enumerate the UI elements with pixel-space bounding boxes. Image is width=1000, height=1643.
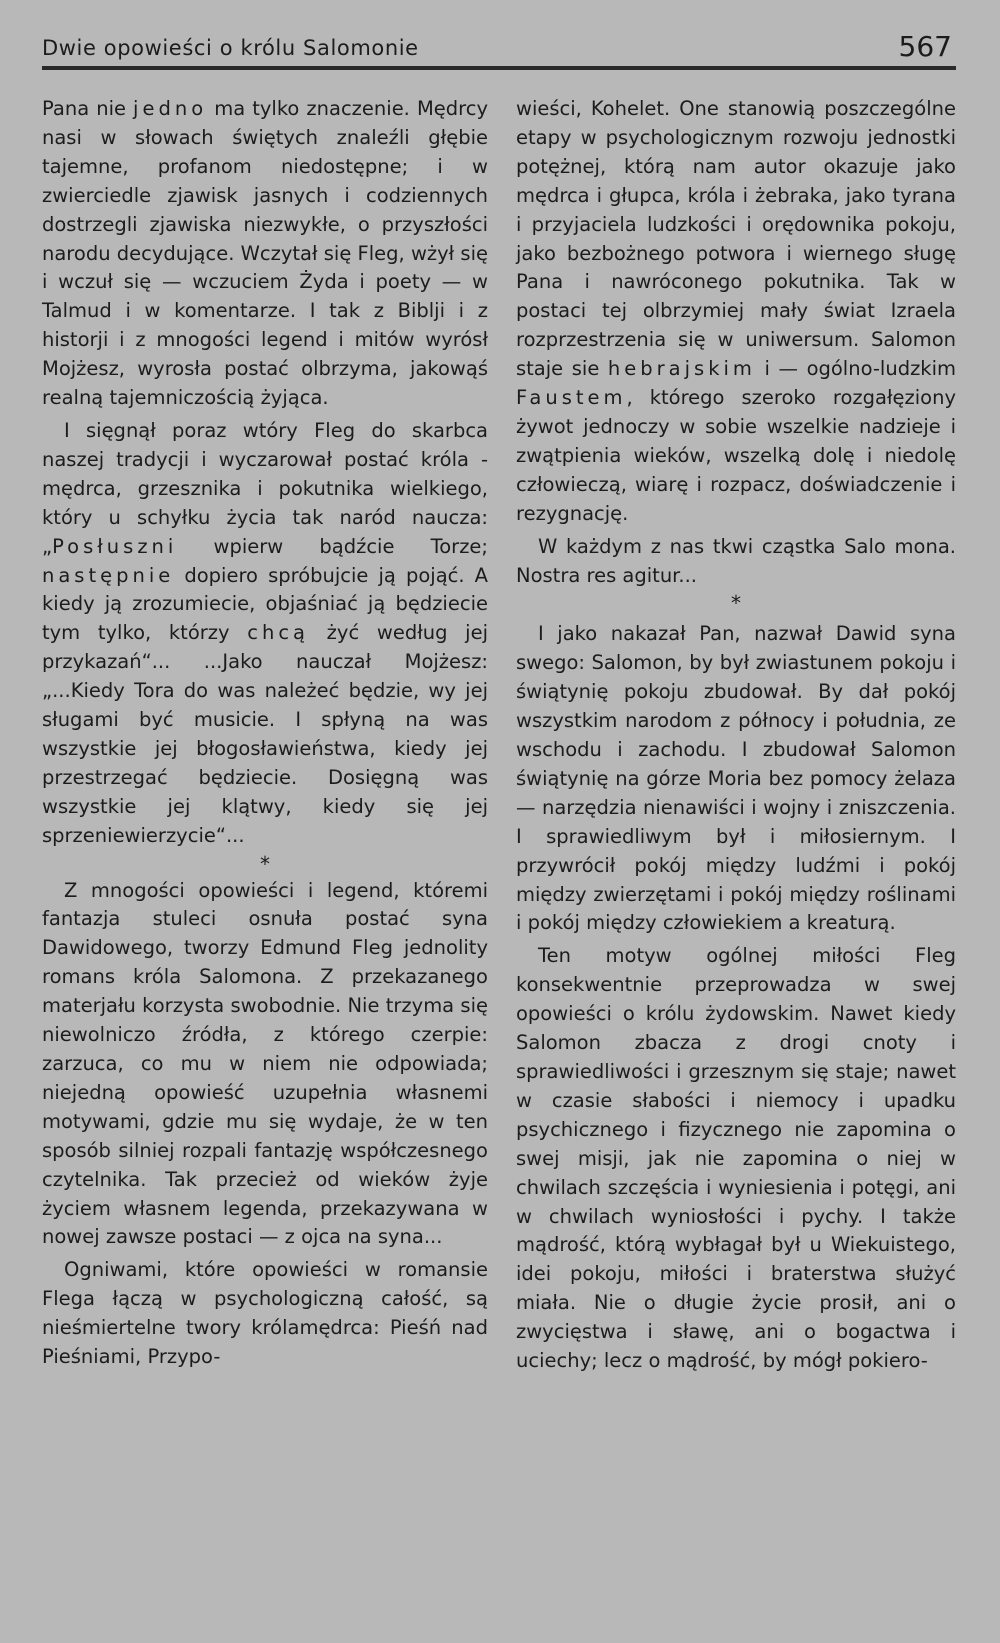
left-column bbox=[42, 95, 488, 1372]
paragraph: W każdym z nas tkwi cząstka Salo mona. Nostra res agitur... bbox=[516, 534, 956, 587]
paragraph: I sięgnął poraz wtóry Fleg do skarbca naszej tradycji i wyczarował postać króla - mędrca, grzesznika i pokutnika wielkiego, który u schyłku życia tak naród naucza: „Posłuszni wpierw bądźcie Torze; następnie dopiero spróbujcie ją pojąć. A kiedy ją zrozumiecie, objaśniać ją będziecie tym tylko, którzy chcą żyć według jej przykazań“... ...Jako nauczał Mojżesz: „...Kiedy Tora do was należeć będzie, wy jej sługami być musicie. I spłyną na was wszystkie jej błogosławieństwa, kiedy jej przestrzegać będziecie. Dosięgną was wszystkie jej klątwy, kiedy się jej sprzeniewierzycie“... bbox=[42, 418, 488, 847]
header-rule bbox=[42, 66, 956, 70]
paragraph: Z mnogości opowieści i legend, któremi fantazja stuleci osnuła postać syna Dawidowego, tworzy Edmund Fleg jednolity romans króla Salomona. Z przekazanego materjału korzysta swobodnie. Nie trzyma się niewolniczo źródła, z którego czerpie: zarzuca, co mu w niem nie odpowiada; niejedną opowieść uzupełnia własnemi motywami, gdzie mu się wydaje, że w ten sposób silniej rozpali fantazję współczesnego czytelnika. Tak przecież od wieków żyje życiem własnem legenda, przekazywana w nowej zawsze postaci — z ojca na syna... bbox=[42, 878, 488, 1249]
section-divider: * bbox=[260, 851, 270, 876]
page-header bbox=[42, 28, 952, 68]
paragraph: Ogniwami, które opowieści w romansie Flega łączą w psychologiczną całość, są nieśmiertelne twory królamędrca: Pieśń nad Pieśniami, Przypo- bbox=[42, 1258, 488, 1369]
paragraph: wieści, Kohelet. One stanowią poszczególne etapy w psychologicznym rozwoju jednostki potężnej, którą nam autor okazuje jako mędrca i głupca, króla i żebraka, jako tyrana i przyjaciela ludzkości i orędownika pokoju, jako bezbożnego potwora i wiernego sługę Pana i nawróconego pokutnika. Tak w postaci tej olbrzymiej mały świat Izraela rozprzestrzenia się w uniwersum. Salomon staje sie hebrajskim i — ogólno-ludzkim Faustem, którego szeroko rozgałęziony żywot jednoczy w sobie wszelkie nadzieje i zwątpienia wieków, wszelką dolę i niedolę człowieczą, wiarę i rozpacz, doświadczenie i rezygnację. bbox=[516, 97, 957, 525]
right-column bbox=[516, 95, 956, 1376]
paragraph: I jako nakazał Pan, nazwał Dawid syna swego: Salomon, by był zwiastunem pokoju i świątynię pokoju zbudował. By dał pokój wszystkim narodom z północy i południa, ze wschodu i zachodu. I zbudował Salomon świątynię na górze Moria bez pomocy żelaza — narzędzia nienawiści i wojny i zniszczenia. I sprawiedliwym był i miłosiernym. I przywrócił pokój między ludźmi i pokój między zwierzętami i pokój między roślinami i pokój między człowiekiem a kreaturą. bbox=[516, 622, 956, 935]
running-title: Dwie opowieści o królu Salomonie bbox=[42, 36, 419, 60]
paragraph: Ten motyw ogólnej miłości Fleg konsekwentnie przeprowadza w swej opowieści o królu żydowskim. Nawet kiedy Salomon zbacza z drogi cnoty i sprawiedliwości i grzesznym się staje; nawet w czasie słabości i niemocy i upadku psychicznego i fizycznego nie zapomina o swej misji, jak nie zapomina o niej w chwilach szczęścia i wyniesienia i potęgi, ani w chwilach wyniosłości i pychy. I także mądrość, którą wybłagał był u Wiekuistego, idei pokoju, miłości i braterstwa służyć miała. Nie o długie życie prosił, ani o zwycięstwa i sławę, ani o bogactwa i uciechy; lecz o mądrość, by mógł pokiero- bbox=[516, 944, 956, 1373]
page-number: 567 bbox=[898, 30, 952, 63]
section-divider: * bbox=[731, 591, 741, 616]
paragraph: Pana nie jedno ma tylko znaczenie. Mędrcy nasi w słowach świętych znaleźli głębie tajemne, profanom niedostępne; i w zwierciedle zjawisk jasnych i codziennych dostrzegli zjawiska niezwykłe, o przyszłości narodu decydujące. Wczytał się Fleg, wżył się i wczuł się — wczuciem Żyda i poety — w Talmud i w komentarze. I tak z Biblji i z historji i z mnogości legend i mitów wyrósł Mojżesz, wyrosła postać olbrzyma, jakowąś realną tajemniczością żyjąca. bbox=[42, 97, 488, 410]
